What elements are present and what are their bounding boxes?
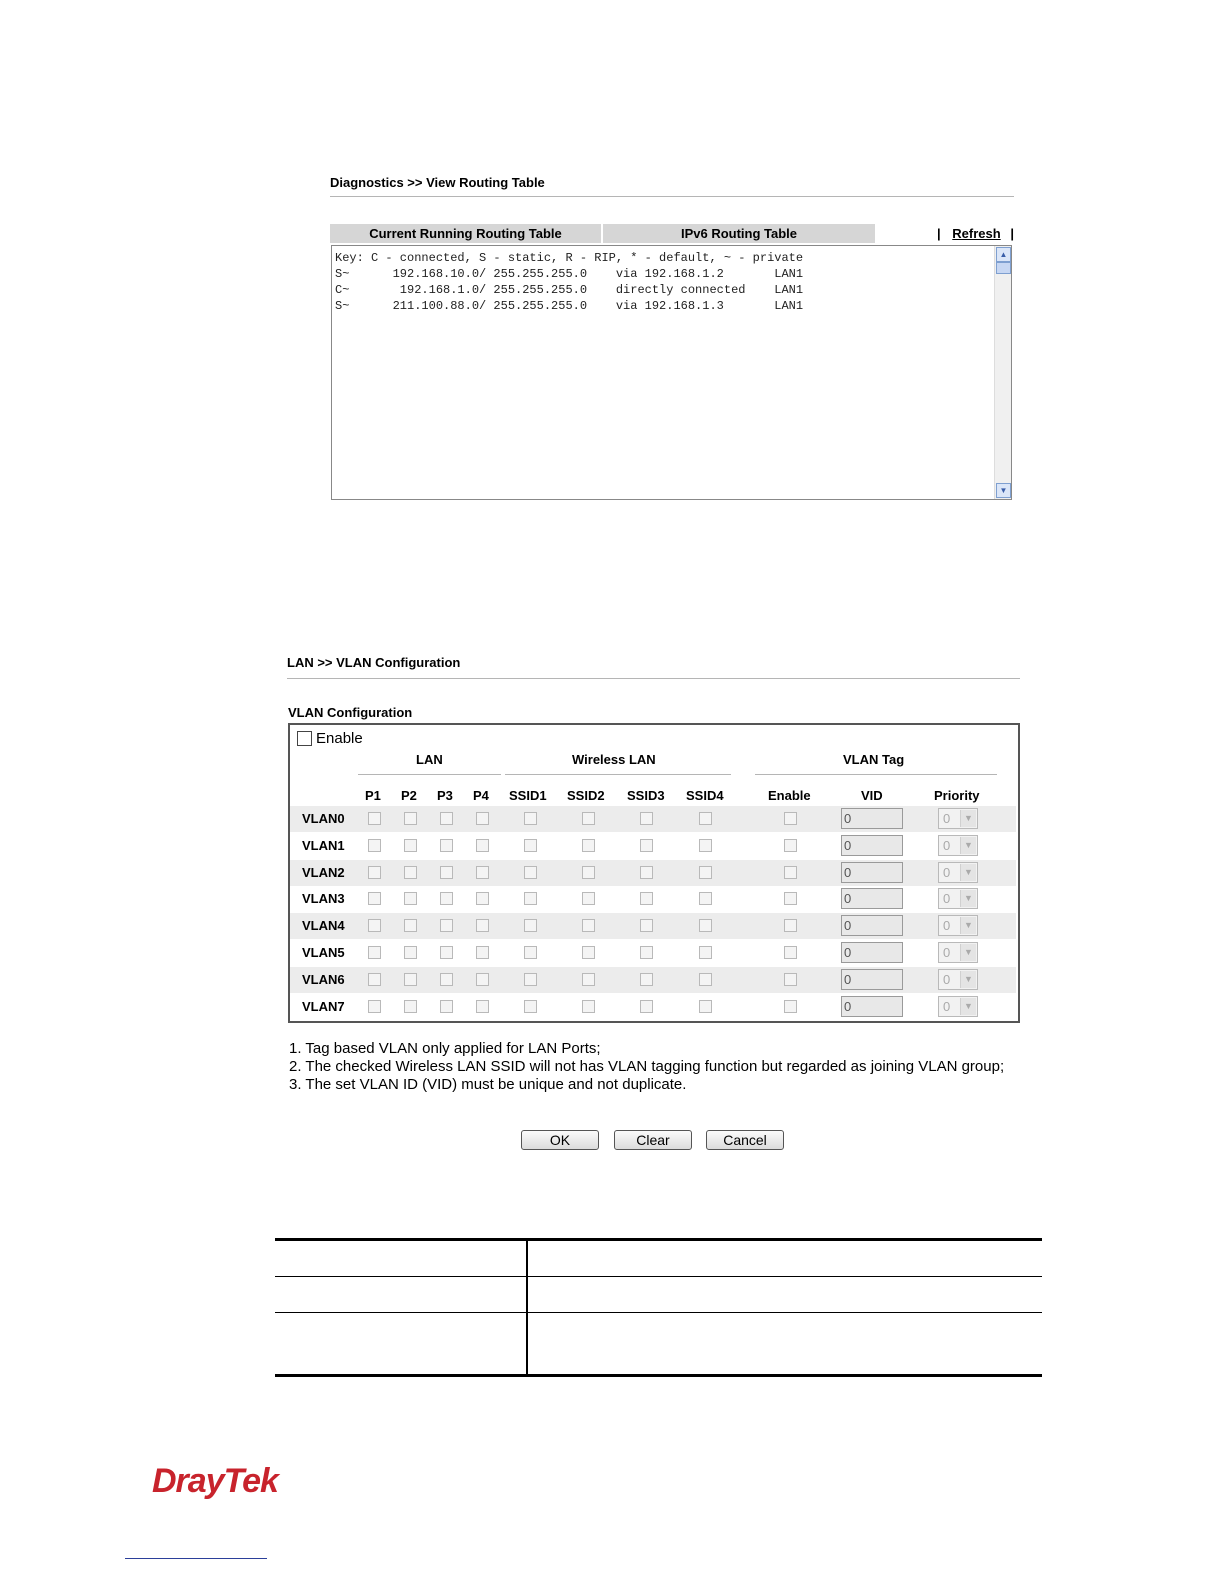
note-item: 2. The checked Wireless LAN SSID will not has VLAN tagging function but regarded as joining VLAN group; [289, 1058, 1005, 1075]
ssid2-checkbox[interactable] [582, 892, 595, 905]
vid-input[interactable]: 0 [841, 996, 903, 1017]
draytek-logo: DrayTek [152, 1462, 278, 1500]
routing-line: Key: C - connected, S - static, R - RIP, * - default, ~ - private [335, 251, 804, 265]
cancel-button[interactable]: Cancel [706, 1130, 784, 1150]
routing-table-content [335, 250, 803, 314]
p3-checkbox[interactable] [440, 1000, 453, 1013]
priority-select[interactable] [938, 942, 978, 963]
ssid2-checkbox[interactable] [582, 839, 595, 852]
priority-select[interactable] [938, 862, 978, 883]
p4-checkbox[interactable] [476, 946, 489, 959]
clear-button[interactable]: Clear [614, 1130, 692, 1150]
table-row-divider [275, 1276, 1042, 1277]
ssid4-checkbox[interactable] [699, 973, 712, 986]
priority-value: 0 [943, 891, 951, 906]
tag-enable-checkbox[interactable] [784, 946, 797, 959]
p2-checkbox[interactable] [404, 892, 417, 905]
p4-checkbox[interactable] [476, 919, 489, 932]
col-header-p1: P1 [365, 788, 381, 803]
routing-breadcrumb: Diagnostics >> View Routing Table [330, 175, 545, 190]
col-header-ssid3: SSID3 [627, 788, 665, 803]
col-header-ssid1: SSID1 [509, 788, 547, 803]
ssid1-checkbox[interactable] [524, 839, 537, 852]
group-header-wireless-lan: Wireless LAN [572, 752, 656, 767]
p2-checkbox[interactable] [404, 866, 417, 879]
p3-checkbox[interactable] [440, 839, 453, 852]
tag-enable-checkbox[interactable] [784, 839, 797, 852]
ssid2-checkbox[interactable] [582, 812, 595, 825]
vlan-row-label: VLAN1 [302, 838, 345, 853]
priority-select[interactable] [938, 969, 978, 990]
ssid1-checkbox[interactable] [524, 973, 537, 986]
chevron-down-icon[interactable]: ▼ [960, 890, 976, 907]
vlan-row-label: VLAN2 [302, 865, 345, 880]
ssid4-checkbox[interactable] [699, 946, 712, 959]
table-top-border [275, 1238, 1042, 1241]
priority-value: 0 [943, 811, 951, 826]
p4-checkbox[interactable] [476, 1000, 489, 1013]
p4-checkbox[interactable] [476, 839, 489, 852]
ssid3-checkbox[interactable] [640, 866, 653, 879]
vlan-notes [289, 1040, 1019, 1094]
routing-scrollbar[interactable] [994, 246, 1011, 499]
ssid3-checkbox[interactable] [640, 892, 653, 905]
p1-checkbox[interactable] [368, 892, 381, 905]
chevron-down-icon[interactable]: ▼ [960, 810, 976, 827]
p3-checkbox[interactable] [440, 946, 453, 959]
p4-checkbox[interactable] [476, 812, 489, 825]
tab-ipv6-routing-table[interactable]: IPv6 Routing Table [603, 224, 875, 243]
ssid3-checkbox[interactable] [640, 839, 653, 852]
priority-select[interactable] [938, 996, 978, 1017]
group-header-vlan-tag: VLAN Tag [843, 752, 905, 767]
p1-checkbox[interactable] [368, 1000, 381, 1013]
vlan-row [290, 833, 1016, 859]
group-header-lan: LAN [416, 752, 443, 767]
p3-checkbox[interactable] [440, 973, 453, 986]
ssid1-checkbox[interactable] [524, 946, 537, 959]
chevron-down-icon[interactable]: ▼ [960, 944, 976, 961]
col-header-vid: VID [861, 788, 883, 803]
vlan-row-label: VLAN7 [302, 999, 345, 1014]
vlan-row [290, 940, 1016, 966]
priority-value: 0 [943, 918, 951, 933]
vlan-row-label: VLAN5 [302, 945, 345, 960]
separator-left: | [937, 226, 941, 241]
ssid4-checkbox[interactable] [699, 919, 712, 932]
note-item: 1. Tag based VLAN only applied for LAN Ports; [289, 1040, 601, 1057]
chevron-down-icon[interactable]: ▼ [960, 998, 976, 1015]
p4-checkbox[interactable] [476, 892, 489, 905]
priority-value: 0 [943, 838, 951, 853]
vlan-row [290, 860, 1016, 886]
priority-value: 0 [943, 999, 951, 1014]
vlan-row-label: VLAN3 [302, 891, 345, 906]
vid-input[interactable]: 0 [841, 969, 903, 990]
tag-enable-checkbox[interactable] [784, 1000, 797, 1013]
p1-checkbox[interactable] [368, 919, 381, 932]
priority-value: 0 [943, 865, 951, 880]
vid-input[interactable]: 0 [841, 942, 903, 963]
chevron-down-icon[interactable]: ▼ [960, 971, 976, 988]
p2-checkbox[interactable] [404, 1000, 417, 1013]
p2-checkbox[interactable] [404, 946, 417, 959]
refresh-bar [937, 226, 1014, 241]
chevron-down-icon[interactable]: ▼ [960, 864, 976, 881]
p1-checkbox[interactable] [368, 946, 381, 959]
tag-enable-checkbox[interactable] [784, 919, 797, 932]
ssid3-checkbox[interactable] [640, 919, 653, 932]
p1-checkbox[interactable] [368, 812, 381, 825]
ssid4-checkbox[interactable] [699, 812, 712, 825]
ssid3-checkbox[interactable] [640, 973, 653, 986]
p2-checkbox[interactable] [404, 973, 417, 986]
ssid4-checkbox[interactable] [699, 1000, 712, 1013]
chevron-down-icon[interactable]: ▼ [960, 917, 976, 934]
ssid1-checkbox[interactable] [524, 812, 537, 825]
vlan-enable-checkbox[interactable] [297, 731, 312, 746]
table-column-divider [526, 1238, 528, 1377]
p3-checkbox[interactable] [440, 892, 453, 905]
refresh-link[interactable]: Refresh [952, 226, 1001, 241]
group-underline-tag [755, 774, 997, 775]
col-header-p3: P3 [437, 788, 453, 803]
ssid4-checkbox[interactable] [699, 839, 712, 852]
separator-right: | [1010, 226, 1014, 241]
ssid3-checkbox[interactable] [640, 1000, 653, 1013]
vid-input[interactable]: 0 [841, 808, 903, 829]
ssid4-checkbox[interactable] [699, 892, 712, 905]
p2-checkbox[interactable] [404, 812, 417, 825]
col-header-priority: Priority [934, 788, 980, 803]
vlan-row [290, 886, 1016, 912]
priority-select[interactable] [938, 888, 978, 909]
p1-checkbox[interactable] [368, 866, 381, 879]
p4-checkbox[interactable] [476, 973, 489, 986]
p1-checkbox[interactable] [368, 839, 381, 852]
footer-link-underline [125, 1558, 267, 1559]
routing-divider [330, 196, 1014, 197]
routing-table-textarea[interactable] [331, 245, 1012, 500]
routing-line: S~ 192.168.10.0/ 255.255.255.0 via 192.168.1.2 LAN1 [335, 267, 804, 281]
ssid4-checkbox[interactable] [699, 866, 712, 879]
vlan-row [290, 994, 1016, 1020]
tab-current-routing-table[interactable]: Current Running Routing Table [330, 224, 601, 243]
p4-checkbox[interactable] [476, 866, 489, 879]
table-row-divider [275, 1312, 1042, 1313]
ssid2-checkbox[interactable] [582, 1000, 595, 1013]
priority-value: 0 [943, 972, 951, 987]
priority-select[interactable] [938, 915, 978, 936]
tag-enable-checkbox[interactable] [784, 973, 797, 986]
tag-enable-checkbox[interactable] [784, 812, 797, 825]
ok-button[interactable]: OK [521, 1130, 599, 1150]
table-bottom-border [275, 1374, 1042, 1377]
tag-enable-checkbox[interactable] [784, 892, 797, 905]
p3-checkbox[interactable] [440, 866, 453, 879]
ssid1-checkbox[interactable] [524, 1000, 537, 1013]
routing-line: C~ 192.168.1.0/ 255.255.255.0 directly connected LAN1 [335, 283, 804, 297]
vlan-divider [287, 678, 1020, 679]
p3-checkbox[interactable] [440, 812, 453, 825]
p2-checkbox[interactable] [404, 839, 417, 852]
vlan-row [290, 967, 1016, 993]
ssid2-checkbox[interactable] [582, 973, 595, 986]
ssid1-checkbox[interactable] [524, 919, 537, 932]
chevron-down-icon[interactable]: ▼ [960, 837, 976, 854]
priority-select[interactable] [938, 835, 978, 856]
scroll-up-icon[interactable]: ▲ [996, 247, 1011, 262]
routing-line: S~ 211.100.88.0/ 255.255.255.0 via 192.168.1.3 LAN1 [335, 299, 804, 313]
ssid1-checkbox[interactable] [524, 866, 537, 879]
vid-input[interactable]: 0 [841, 888, 903, 909]
vlan-row-label: VLAN0 [302, 811, 345, 826]
group-underline-lan [358, 774, 501, 775]
group-underline-wireless [505, 774, 731, 775]
p2-checkbox[interactable] [404, 919, 417, 932]
col-header-ssid4: SSID4 [686, 788, 724, 803]
p3-checkbox[interactable] [440, 919, 453, 932]
priority-select[interactable] [938, 808, 978, 829]
scroll-down-icon[interactable]: ▼ [996, 483, 1011, 498]
vlan-enable-label: Enable [316, 730, 363, 747]
col-header-p2: P2 [401, 788, 417, 803]
vlan-row [290, 806, 1016, 832]
vlan-row [290, 913, 1016, 939]
vid-input[interactable]: 0 [841, 915, 903, 936]
ssid3-checkbox[interactable] [640, 812, 653, 825]
vlan-breadcrumb: LAN >> VLAN Configuration [287, 655, 461, 670]
col-header-tag-enable: Enable [768, 788, 811, 803]
vlan-row-label: VLAN6 [302, 972, 345, 987]
vlan-section-title: VLAN Configuration [288, 705, 413, 720]
ssid2-checkbox[interactable] [582, 946, 595, 959]
vid-input[interactable]: 0 [841, 835, 903, 856]
p1-checkbox[interactable] [368, 973, 381, 986]
note-item: 3. The set VLAN ID (VID) must be unique and not duplicate. [289, 1076, 687, 1093]
ssid2-checkbox[interactable] [582, 866, 595, 879]
priority-value: 0 [943, 945, 951, 960]
tag-enable-checkbox[interactable] [784, 866, 797, 879]
ssid2-checkbox[interactable] [582, 919, 595, 932]
col-header-ssid2: SSID2 [567, 788, 605, 803]
vlan-row-label: VLAN4 [302, 918, 345, 933]
vid-input[interactable]: 0 [841, 862, 903, 883]
ssid3-checkbox[interactable] [640, 946, 653, 959]
scroll-thumb[interactable] [996, 262, 1011, 274]
ssid1-checkbox[interactable] [524, 892, 537, 905]
col-header-p4: P4 [473, 788, 489, 803]
